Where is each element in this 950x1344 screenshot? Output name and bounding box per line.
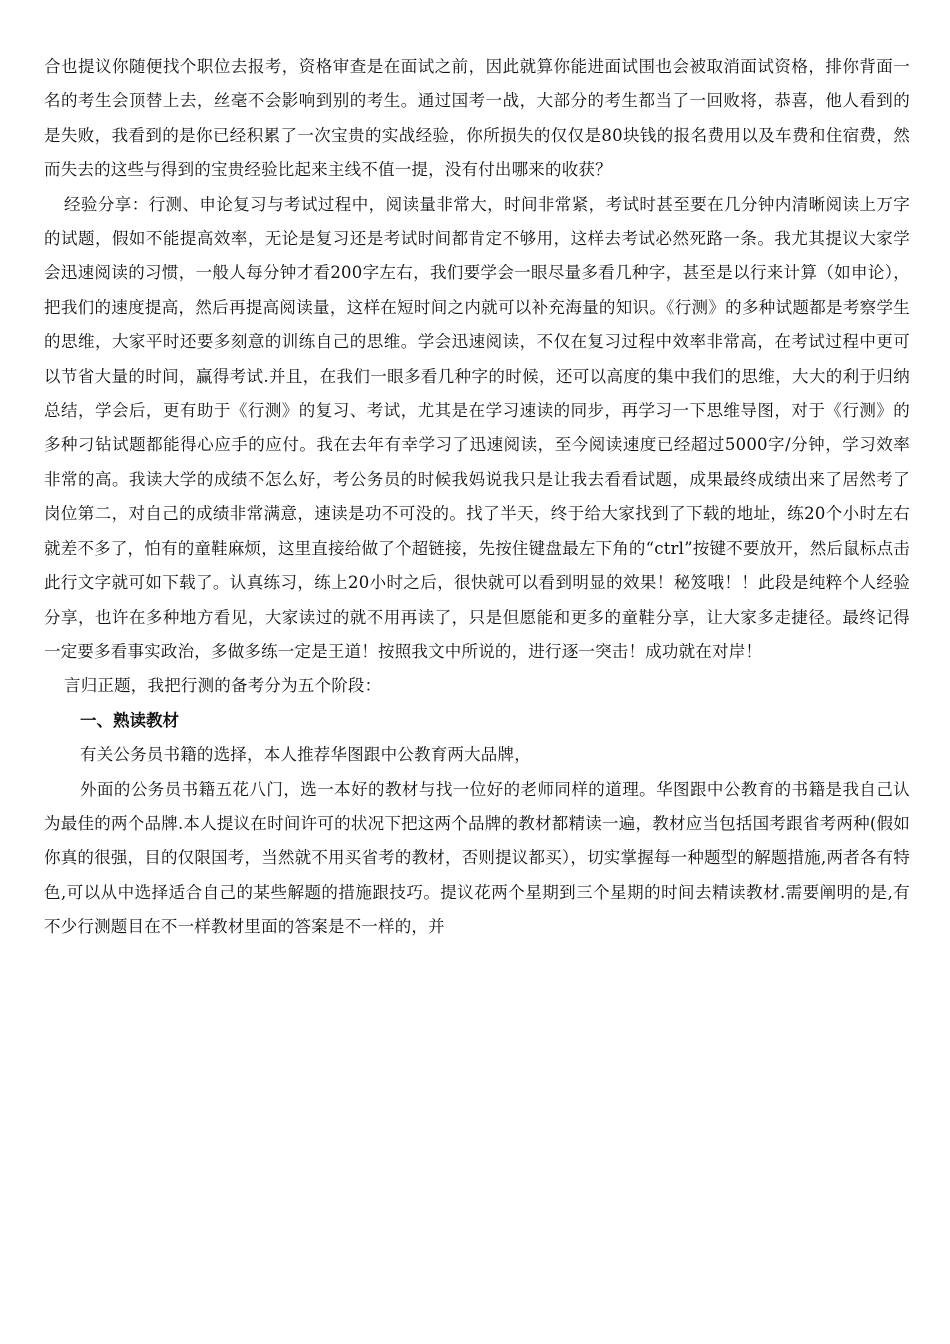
paragraph-experience-sharing: 经验分享：行测、申论复习与考试过程中，阅读量非常大，时间非常紧，考试时甚至要在几分钟内清晰阅读上万字的试题，假如不能提高效率，无论是复习还是考试时间都肯定不够用，这样去考试必然死路一条。我尤其提议大家学会迅速阅读的习惯，一般人每分钟才看200字左右，我们要学会一眼尽量多看几种字，甚至是以行来计算（如申论），把我们的速度提高，然后再提高阅读量，这样在短时间之内就可以补充海量的知识。《行测》的多种试题都是考察学生的思维，大家平时还要多刻意的训练自己的思维。学会迅速阅读，不仅在复习过程中效率非常高，在考试过程中更可以节省大量的时间，赢得考试.并且，在我们一眼多看几种字的时候，还可以高度的集中我们的思维，大大的利于归纳总结，学会后，更有助于《行测》的复习、考试，尤其是在学习速读的同步，再学习一下思维导图，对于《行测》的多种刁钻试题都能得心应手的应付。我在去年有幸学习了迅速阅读，至今阅读速度已经超过5000字/分钟，学习效率非常的高。我读大学的成绩不怎么好，考公务员的时候我妈说我只是让我去看看试题，成果最终成绩出来了居然考了岗位第二，对自己的成绩非常满意，速读是功不可没的。找了半天，终于给大家找到了下载的地址，练20个小时左右就差不多了，怕有的童鞋麻烦，这里直接给做了个超链接，先按住键盘最左下角的“ctrl”按键不要放开，然后鼠标点击此行文字就可如下载了。认真练习，练上20小时之后，很快就可以看到明显的效果！秘笈哦！！此段是纯粹个人经验分享，也许在多种地方看见，大家读过的就不用再读了，只是但愿能和更多的童鞋分享，让大家多走捷径。最终记得一定要多看事实政治，多做多练一定是王道！按照我文中所说的，进行逐一突击！成功就在对岸！ — [44, 194, 910, 661]
paragraph-book-selection: 外面的公务员书籍五花八门，选一本好的教材与找一位好的老师同样的道理。华图跟中公教育的书籍是我自己认为最佳的两个品牌.本人提议在时间许可的状况下把这两个品牌的教材都精读一遍，教材应当包括国考跟省考两种(假如你真的很强，目的仅限国考，当然就不用买省考的教材，否则提议都买），切实掌握每一种题型的解题措施,两者各有特色,可以从中选择适合自己的某些解题的措施跟技巧。提议花两个星期到三个星期的时间去精读教材.需要阐明的是,有不少行测题目在不一样教材里面的答案是不一样的，并 — [44, 779, 910, 937]
section-heading: 一、熟读教材 — [80, 710, 179, 730]
paragraph-qualification: 合也提议你随便找个职位去报考，资格审查是在面试之前，因此就算你能进面试围也会被取消面试资格，排你背面一名的考生会顶替上去，丝毫不会影响到别的考生。通过国考一战，大部分的考生都当了一回败将，恭喜，他人看到的是失败，我看到的是你已经积累了一次宝贵的实战经验，你所损失的仅仅是80块钱的报名费用以及车费和住宿费，然而失去的这些与得到的宝贵经验比起来主线不值一提，没有付出哪来的收获？ — [44, 57, 910, 180]
document-page — [44, 50, 910, 945]
paragraph-five-stages: 言归正题，我把行测的备考分为五个阶段： — [64, 676, 382, 696]
paragraph-book-brands: 有关公务员书籍的选择，本人推荐华图跟中公教育两大品牌， — [80, 745, 531, 765]
